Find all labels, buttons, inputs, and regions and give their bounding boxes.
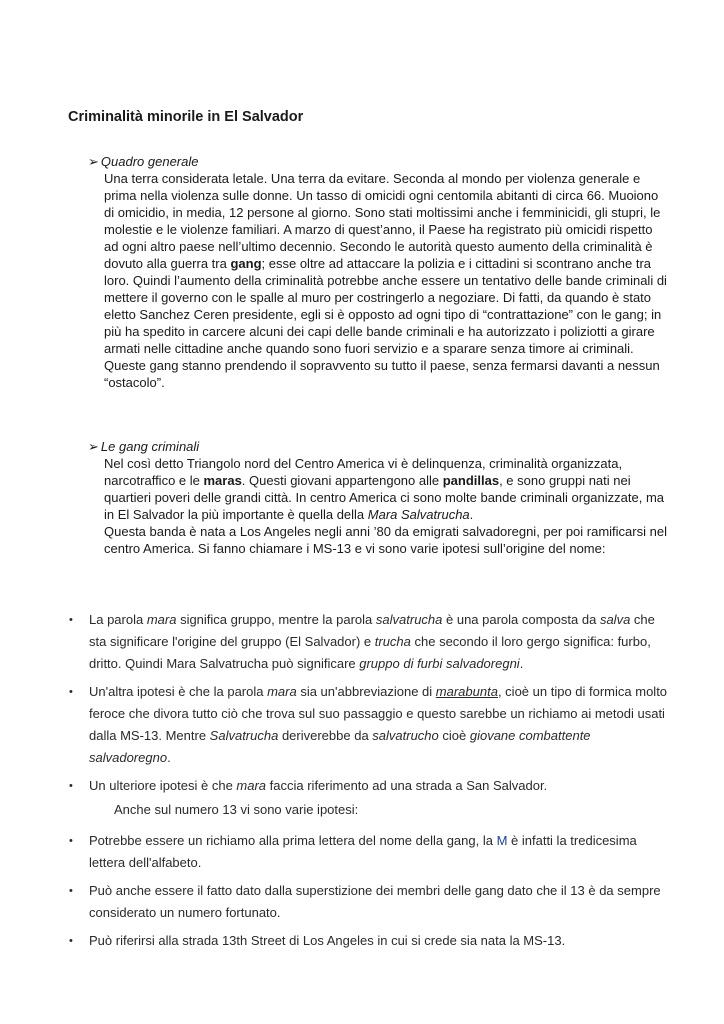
arrow-bullet-icon: ➢	[88, 154, 99, 169]
bullet-dot-icon: •	[69, 614, 73, 626]
paragraph: Queste gang stanno prendendo il sopravvento su tutto il paese, senza fermarsi davanti a nessun “ostacolo”.	[104, 358, 660, 390]
list-item: • La parola mara significa gruppo, mentre la parola salvatrucha è una parola composta da salva che sta significare l'origine del gruppo (El Salvador) e trucha che secondo il loro gergo significa: furbo, dritto. Quindi Mara Salvatrucha può significare gruppo di furbi salvadoregni.	[68, 609, 668, 675]
paragraph: Una terra considerata letale. Una terra da evitare. Seconda al mondo per violenza generale e prima nella violenza sulle donne. Un tasso di omicidi ogni centomila abitanti di circa 66. Muoiono di omicidio, in media, 12 persone al giorno. Sono stati moltissimi anche i femminicidi, gli stupri, le molestie e le violenze familiari. A marzo di quest’anno, il Paese ha registrato più omicidi rispetto ad ogni altro paese nell’ultimo decennio. Secondo le autorità questo aumento della criminalità è dovuto alla guerra tra gang; esse oltre ad attaccare la polizia e i cittadini si scontrano anche tra loro. Quindi l’aumento della criminalità potrebbe anche essere un tentativo delle bande criminali di mettere il governo con le spalle al muro per costringerlo a negoziare. Di fatti, da quando è stato eletto Sanchez Ceren presidente, egli si è opposto ad ogni tipo di “contrattazione” con le gang; in più ha spedito in carcere alcuni dei capi delle bande criminali e ha autorizzato i poliziotti a girare armati nelle cittadine anche quando sono fuori servizio e a sparare senza timore ai criminali.	[104, 171, 667, 356]
bullet-dot-icon: •	[69, 885, 73, 897]
section-body	[104, 455, 668, 557]
section-heading: ➢ Le gang criminali	[88, 439, 200, 454]
los-angeles-link[interactable]: Los Angeles	[302, 933, 374, 948]
letter-m-link[interactable]: M	[496, 833, 508, 848]
list-item: • Potrebbe essere un richiamo alla prima lettera del nome della gang, la M è infatti la tredicesima lettera dell'alfabeto.	[68, 830, 668, 874]
section-body	[104, 170, 668, 391]
paragraph: Nel così detto Triangolo nord del Centro America vi è delinquenza, criminalità organizzata, narcotraffico e le maras. Questi giovani appartengono alle pandillas, e sono gruppi nati nei quartieri poveri delle grandi città. In centro America ci sono molte bande criminali organizzate, ma in El Salvador la più importante è quella della Mara Salvatrucha.	[104, 456, 664, 522]
bullet-dot-icon: •	[69, 686, 73, 698]
alfabeto-link[interactable]: alfabeto	[151, 855, 198, 870]
bullet-dot-icon: •	[69, 935, 73, 947]
number-13-hypotheses-list	[68, 830, 668, 958]
list-item: • Un ulteriore ipotesi è che mara faccia riferimento ad una strada a San Salvador.	[68, 775, 668, 797]
bullet-dot-icon: •	[69, 835, 73, 847]
list-item: • Un'altra ipotesi è che la parola mara sia un'abbreviazione di marabunta, cioè un tipo di formica molto feroce che divora tutto ciò che trova sul suo passaggio e questo sarebbe un richiamo ai metodi usati dalla MS-13. Mentre Salvatrucha deriverebbe da salvatrucho cioè giovane combattente salvadoregno.	[68, 681, 668, 769]
marabunta-link[interactable]: marabunta	[435, 684, 498, 699]
arrow-bullet-icon: ➢	[88, 439, 99, 454]
bullet-dot-icon: •	[69, 780, 73, 792]
list-item: • Può riferirsi alla strada 13th Street di Los Angeles in cui si crede sia nata la MS-13.	[68, 930, 668, 952]
origin-hypotheses-list	[68, 609, 668, 803]
number-13-intro: Anche sul numero 13 vi sono varie ipotesi:	[114, 802, 359, 817]
paragraph: Questa banda è nata a Los Angeles negli anni ’80 da emigrati salvadoregni, per poi ramificarsi nel centro America. Si fanno chiamare i MS-13 e vi sono varie ipotesi sull’origine del nome:	[104, 524, 667, 556]
section-heading: ➢ Quadro generale	[88, 154, 199, 169]
san-salvador-link[interactable]: San Salvador	[466, 778, 544, 793]
page-title: Criminalità minorile in El Salvador	[68, 109, 304, 125]
list-item: • Può anche essere il fatto dato dalla superstizione dei membri delle gang dato che il 13 è da sempre considerato un numero fortunato.	[68, 880, 668, 924]
section-gang-criminali	[88, 438, 668, 557]
section-quadro-generale	[88, 153, 668, 391]
